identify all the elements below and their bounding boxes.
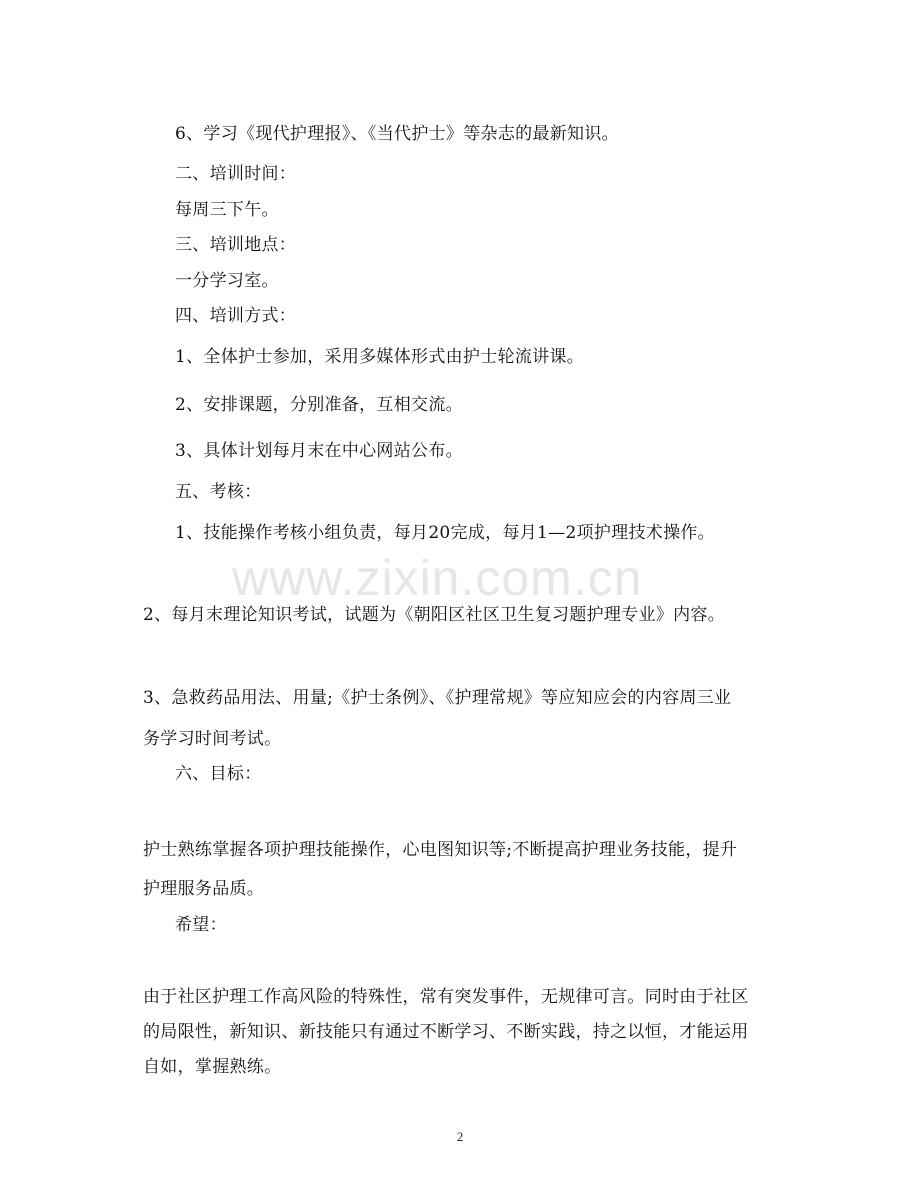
paragraph-training-time: 每周三下午。	[175, 200, 279, 220]
watermark: www.zixin.com.cn	[232, 550, 643, 606]
paragraph-goals-line-1: 护士熟练掌握各项护理技能操作，心电图知识等;不断提高护理业务技能，提升	[143, 840, 738, 860]
heading-training-time: 二、培训时间：	[175, 164, 297, 184]
paragraph-assessment-1: 1、技能操作考核小组负责，每月20完成，每月1—2项护理技术操作。	[175, 523, 715, 543]
paragraph-training-location: 一分学习室。	[175, 271, 279, 291]
heading-goals: 六、目标：	[175, 764, 262, 784]
page-number: 2	[456, 1129, 464, 1144]
paragraph-assessment-3-line-2: 务学习时间考试。	[143, 729, 282, 749]
paragraph-hopes-line-1: 由于社区护理工作高风险的特殊性，常有突发事件，无规律可言。同时由于社区	[143, 987, 749, 1007]
heading-assessment: 五、考核：	[175, 482, 262, 502]
paragraph-hopes-line-2: 的局限性，新知识、新技能只有通过不断学习、不断实践，持之以恒，才能运用	[143, 1022, 749, 1042]
heading-training-method: 四、培训方式：	[175, 306, 297, 326]
heading-training-location: 三、培训地点：	[175, 235, 297, 255]
paragraph-assessment-3-line-1: 3、急救药品用法、用量;《护士条例》、《护理常规》等应知应会的内容周三业	[143, 688, 732, 708]
paragraph-method-1: 1、全体护士参加，采用多媒体形式由护士轮流讲课。	[175, 347, 585, 367]
heading-hopes: 希望：	[175, 915, 227, 935]
paragraph-assessment-2: 2、每月末理论知识考试，试题为《朝阳区社区卫生复习题护理专业》内容。	[143, 605, 726, 625]
paragraph-method-3: 3、具体计划每月末在中心网站公布。	[175, 441, 463, 461]
paragraph-study-journals: 6、学习《现代护理报》、《当代护士》等杂志的最新知识。	[175, 124, 619, 144]
paragraph-method-2: 2、安排课题，分别准备，互相交流。	[175, 395, 463, 415]
paragraph-goals-line-2: 护理服务品质。	[143, 879, 265, 899]
paragraph-hopes-line-3: 自如，掌握熟练。	[143, 1057, 282, 1077]
